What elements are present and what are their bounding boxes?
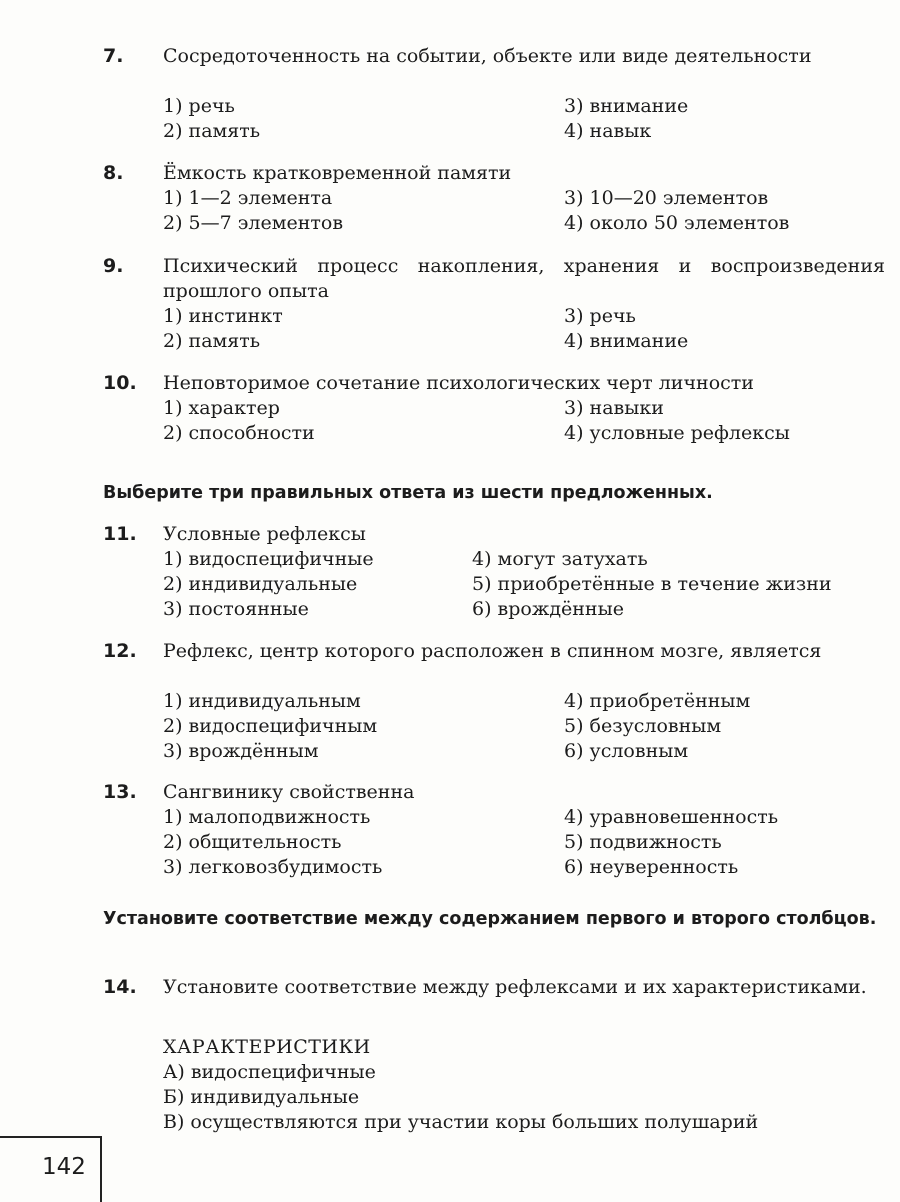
characteristic-item: А) видоспецифичные (163, 1061, 376, 1083)
answer-option: 4) навык (564, 120, 652, 142)
answer-option: 4) могут затухать (472, 548, 648, 570)
answer-option: 2) индивидуальные (163, 573, 358, 595)
answer-option: 2) память (163, 330, 261, 352)
answer-option: 4) условные рефлексы (564, 422, 790, 444)
answer-option: 2) 5—7 элементов (163, 212, 344, 234)
answer-option: 3) навыки (564, 397, 664, 419)
characteristics-header: ХАРАКТЕРИСТИКИ (163, 1036, 371, 1058)
answer-option: 3) постоянные (163, 598, 309, 620)
question-number: 11. (103, 523, 137, 545)
answer-option: 4) внимание (564, 330, 689, 352)
answer-option: 3) речь (564, 305, 636, 327)
instruction-three-answers: Выберите три правильных ответа из шести предложенных. (103, 483, 713, 503)
characteristic-item: Б) индивидуальные (163, 1086, 360, 1108)
question-text: Психический процесс накопления, хранения и воспроизведения прошлого опыта (163, 255, 885, 302)
answer-option: 2) способности (163, 422, 315, 444)
answer-option: 1) видоспецифичные (163, 548, 374, 570)
answer-option: 1) 1—2 элемента (163, 187, 333, 209)
answer-option: 4) уравновешенность (564, 806, 779, 828)
question-text: Ёмкость кратковременной памяти (163, 162, 512, 184)
question-text: Рефлекс, центр которого расположен в спинном мозге, является (163, 640, 822, 662)
answer-option: 2) память (163, 120, 261, 142)
answer-option: 3) внимание (564, 95, 689, 117)
answer-option: 3) легковозбудимость (163, 856, 383, 878)
answer-option: 3) 10—20 элементов (564, 187, 769, 209)
answer-option: 2) общительность (163, 831, 342, 853)
question-text: Сангвинику свойственна (163, 781, 415, 803)
answer-option: 4) приобретённым (564, 690, 751, 712)
answer-option: 3) врождённым (163, 740, 319, 762)
question-text: Сосредоточенность на событии, объекте или виде деятельности (163, 45, 812, 67)
answer-option: 4) около 50 элементов (564, 212, 790, 234)
answer-option: 1) характер (163, 397, 280, 419)
answer-option: 2) видоспецифичным (163, 715, 378, 737)
question-number: 9. (103, 255, 124, 277)
question-number: 14. (103, 976, 137, 998)
question-number: 13. (103, 781, 137, 803)
answer-option: 5) безусловным (564, 715, 722, 737)
answer-option: 6) условным (564, 740, 689, 762)
question-number: 10. (103, 372, 137, 394)
question-number: 8. (103, 162, 124, 184)
question-text: Установите соответствие между рефлексами и их характеристиками. (163, 976, 867, 998)
answer-option: 6) врождённые (472, 598, 624, 620)
instruction-matching: Установите соответствие между содержанием первого и второго столбцов. (103, 909, 877, 929)
answer-option: 1) инстинкт (163, 305, 283, 327)
question-number: 12. (103, 640, 137, 662)
answer-option: 5) подвижность (564, 831, 722, 853)
question-number: 7. (103, 45, 124, 67)
answer-option: 1) речь (163, 95, 235, 117)
characteristic-item: В) осуществляются при участии коры больших полушарий (163, 1111, 759, 1133)
answer-option: 5) приобретённые в течение жизни (472, 573, 832, 595)
answer-option: 6) неуверенность (564, 856, 739, 878)
question-text: Неповторимое сочетание психологических черт личности (163, 372, 754, 394)
answer-option: 1) индивидуальным (163, 690, 361, 712)
page-number: 142 (42, 1154, 86, 1180)
answer-option: 1) малоподвижность (163, 806, 371, 828)
question-text: Условные рефлексы (163, 523, 366, 545)
